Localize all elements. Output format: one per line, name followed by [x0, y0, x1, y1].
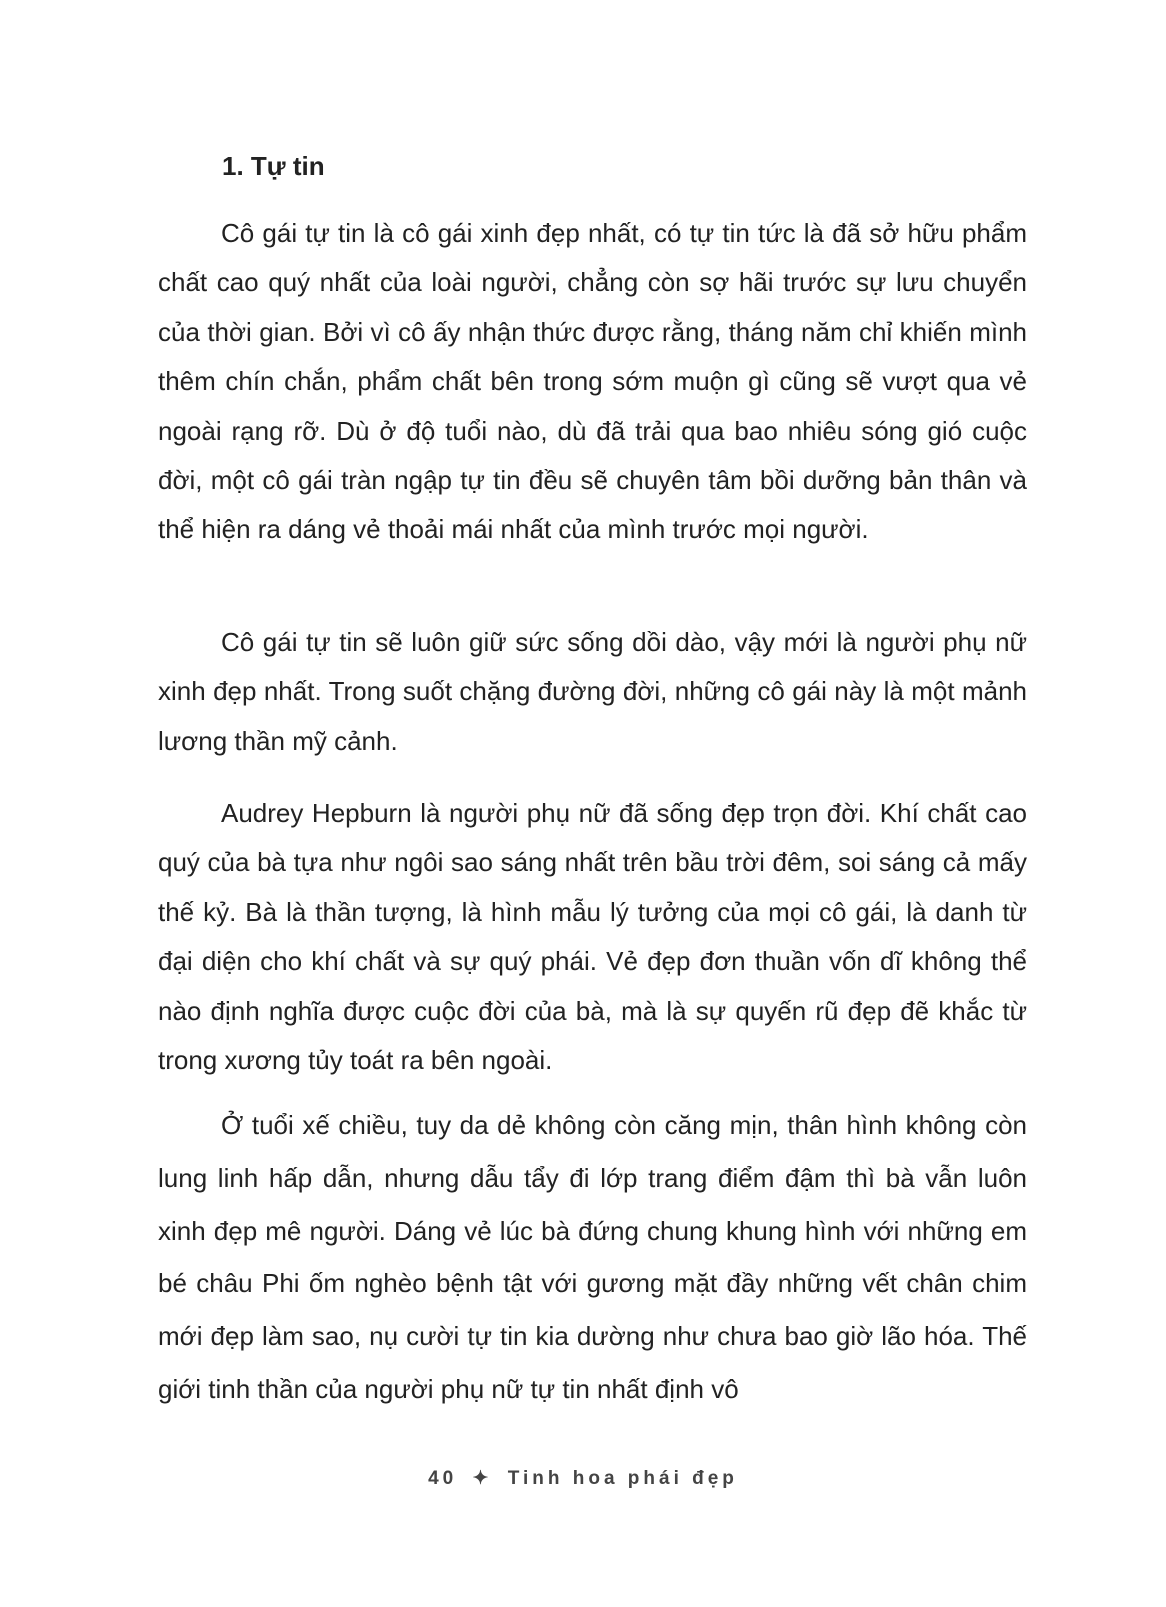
paragraph-4: Ở tuổi xế chiều, tuy da dẻ không còn căng mịn, thân hình không còn lung linh hấp dẫn, nhưng dẫu tẩy đi lớp trang điểm đậm thì bà vẫn luôn xinh đẹp mê người. Dáng vẻ lúc bà đứng chung khung hình với những em bé châu Phi ốm nghèo bệnh tật với gương mặt đầy những vết chân chim mới đẹp làm sao, nụ cười tự tin kia dường như chưa bao giờ lão hóa. Thế giới tinh thần của người phụ nữ tự tin nhất định vô [158, 1110, 1027, 1404]
paragraph-3: Audrey Hepburn là người phụ nữ đã sống đẹp trọn đời. Khí chất cao quý của bà tựa như ngôi sao sáng nhất trên bầu trời đêm, soi sáng cả mấy thế kỷ. Bà là thần tượng, là hình mẫu lý tưởng của mọi cô gái, là danh từ đại diện cho khí chất và sự quý phái. Vẻ đẹp đơn thuần vốn dĩ không thể nào định nghĩa được cuộc đời của bà, mà là sự quyến rũ đẹp đẽ khắc từ trong xương tủy toát ra bên ngoài. [158, 798, 1027, 1076]
page-footer [0, 1466, 1166, 1492]
star-separator-icon: ✦ [472, 1468, 493, 1489]
page-number: 40 [428, 1468, 458, 1489]
paragraph-1: Cô gái tự tin là cô gái xinh đẹp nhất, có tự tin tức là đã sở hữu phẩm chất cao quý nhất của loài người, chẳng còn sợ hãi trước sự lưu chuyển của thời gian. Bởi vì cô ấy nhận thức được rằng, tháng năm chỉ khiến mình thêm chín chắn, phẩm chất bên trong sớm muộn gì cũng sẽ vượt qua vẻ ngoài rạng rỡ. Dù ở độ tuổi nào, dù đã trải qua bao nhiêu sóng gió cuộc đời, một cô gái tràn ngập tự tin đều sẽ chuyên tâm bồi dưỡng bản thân và thể hiện ra dáng vẻ thoải mái nhất của mình trước mọi người. [158, 218, 1027, 545]
book-title: Tinh hoa phái đẹp [507, 1468, 738, 1489]
paragraph-2: Cô gái tự tin sẽ luôn giữ sức sống dồi dào, vậy mới là người phụ nữ xinh đẹp nhất. Trong suốt chặng đường đời, những cô gái này là một mảnh lương thần mỹ cảnh. [158, 627, 1027, 756]
section-heading: 1. Tự tin [222, 151, 325, 181]
